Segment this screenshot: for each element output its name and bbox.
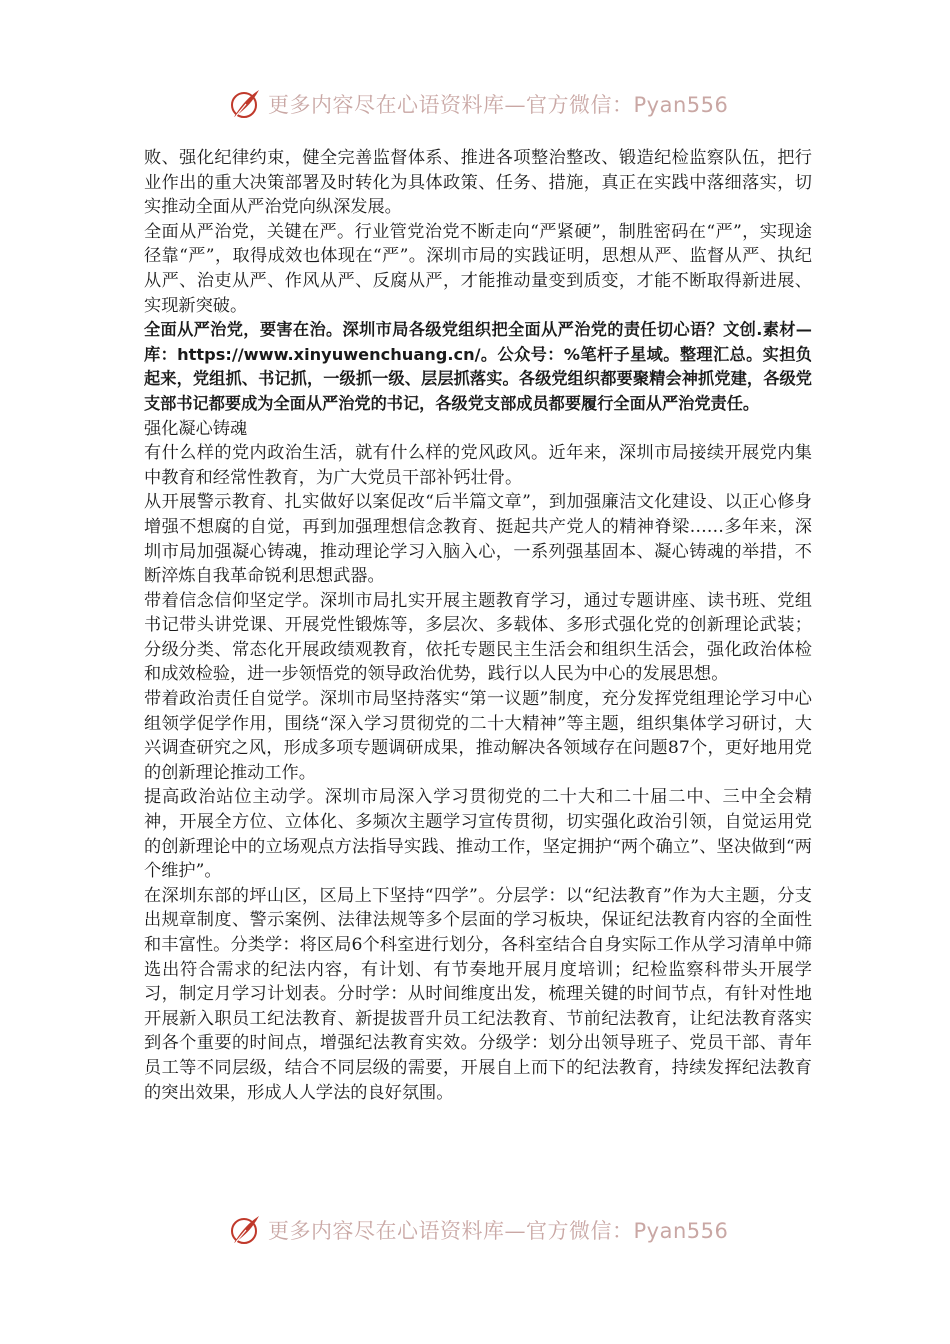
quill-logo-icon (228, 1213, 262, 1247)
paragraph: 提高政治站位主动学。深圳市局深入学习贯彻党的二十大和二十届二中、三中全会精神，开展全方位、立体化、多频次主题学习宣传贯彻，切实强化政治引领，自觉运用党的创新理论中的立场观点方法指导实践、推动工作，坚定拥护“两个确立”、坚决做到“两个维护”。 (144, 787, 812, 882)
paragraph: 有什么样的党内政治生活，就有什么样的党风政风。近年来，深圳市局接续开展党内集中教育和经常性教育，为广大党员干部补钙壮骨。 (144, 443, 812, 488)
paragraph: 败、强化纪律约束，健全完善监督体系、推进各项整治整改、锻造纪检监察队伍，把行业作出的重大决策部署及时转化为具体政策、任务、措施，真正在实践中落细落实，切实推动全面从严治党向纵深发展。 (144, 148, 812, 218)
quill-logo-icon (228, 87, 262, 121)
section-heading: 强化凝心铸魂 (144, 418, 248, 439)
document-body (144, 146, 812, 1105)
paragraph: 全面从严治党，关键在严。行业管党治党不断走向“严紧硬”，制胜密码在“严”，实现途径靠“严”，取得成效也体现在“严”。深圳市局的实践证明，思想从严、监督从严、执纪从严、治吏从严、作风从严、反腐从严，才能推动量变到质变，才能不断取得新进展、实现新突破。 (144, 221, 812, 316)
header-banner-text: 更多内容尽在心语资料库—官方微信：Pyan556 (268, 93, 729, 117)
header-banner (228, 84, 728, 124)
paragraph: 在深圳东部的坪山区，区局上下坚持“四学”。分层学：以“纪法教育”作为大主题，分支出规章制度、警示案例、法律法规等多个层面的学习板块，保证纪法教育内容的全面性和丰富性。分类学：将区局6个科室进行划分，各科室结合自身实际工作从学习清单中筛选出符合需求的纪法内容，有计划、有节奏地开展月度培训；纪检监察科带头开展学习，制定月学习计划表。分时学：从时间维度出发，梳理关键的时间节点，有针对性地开展新入职员工纪法教育、新提拔晋升员工纪法教育、节前纪法教育，让纪法教育落实到各个重要的时间点，增强纪法教育实效。分级学：划分出领导班子、党员干部、青年员工等不同层级，结合不同层级的需要，开展自上而下的纪法教育，持续发挥纪法教育的突出效果，形成人人学法的良好氛围。 (144, 885, 812, 1103)
paragraph: 带着信念信仰坚定学。深圳市局扎实开展主题教育学习，通过专题讲座、读书班、党组书记带头讲党课、开展党性锻炼等，多层次、多载体、多形式强化党的创新理论武装；分级分类、常态化开展政绩观教育，依托专题民主生活会和组织生活会，强化政治体检和成效检验，进一步领悟党的领导政治优势，践行以人民为中心的发展思想。 (144, 590, 812, 685)
paragraph: 从开展警示教育、扎实做好以案促改“后半篇文章”，到加强廉洁文化建设、以正心修身增强不想腐的自觉，再到加强理想信念教育、挺起共产党人的精神脊梁……多年来，深圳市局加强凝心铸魂，推动理论学习入脑入心，一系列强基固本、凝心铸魂的举措，不断淬炼自我革命锐利思想武器。 (144, 492, 812, 587)
header-wechat-id: Pyan556 (633, 93, 729, 117)
paragraph-inserted-notice: 全面从严治党，要害在治。深圳市局各级党组织把全面从严治党的责任切心语？文创.素材—库：https://www.xinyuwenchuang.cn/。公众号：%笔杆子星域。整理汇总。实担负起来，党组抓、书记抓，一级抓一级、层层抓落实。各级党组织都要聚精会神抓党建，各级党支部书记都要成为全面从严治党的书记，各级党支部成员都要履行全面从严治党责任。 (144, 320, 812, 413)
footer-banner (228, 1210, 728, 1250)
paragraph: 带着政治责任自觉学。深圳市局坚持落实“第一议题”制度，充分发挥党组理论学习中心组领学促学作用，围绕“深入学习贯彻党的二十大精神”等主题，组织集体学习研讨，大兴调查研究之风，形成多项专题调研成果，推动解决各领域存在问题87个，更好地用党的创新理论推动工作。 (144, 689, 812, 783)
footer-banner-text: 更多内容尽在心语资料库—官方微信：Pyan556 (268, 1219, 729, 1243)
footer-wechat-id: Pyan556 (633, 1219, 729, 1243)
